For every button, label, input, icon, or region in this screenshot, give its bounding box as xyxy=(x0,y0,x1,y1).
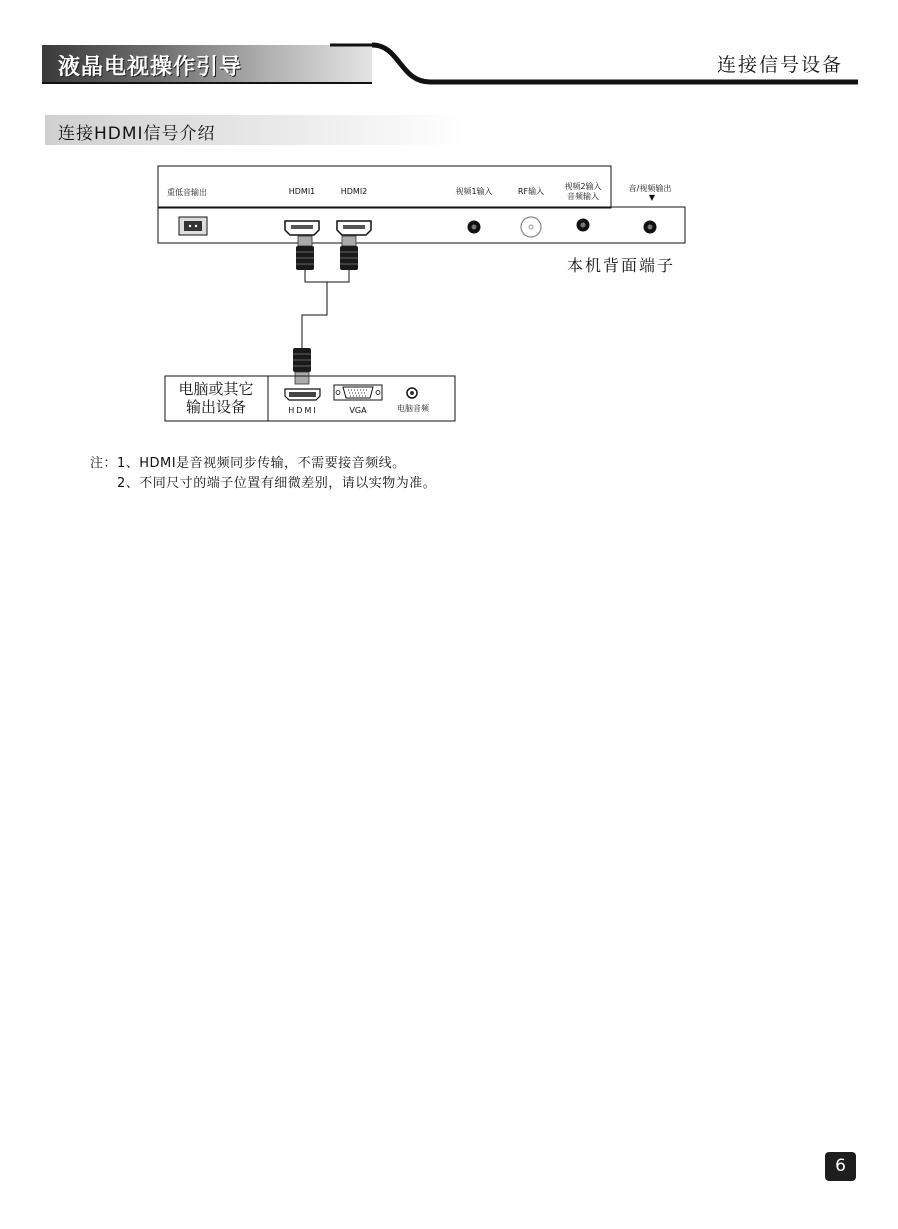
page-title: 液晶电视操作引导 xyxy=(58,55,243,80)
note-line-1: 注：1、HDMI是音视频同步传输，不需要接音频线。 xyxy=(90,456,406,471)
connection-diagram xyxy=(0,0,898,440)
video1-label: 视频1输入 xyxy=(455,187,493,196)
av-out-jack-icon xyxy=(644,221,657,234)
hdmi-plug-icon xyxy=(293,348,311,384)
chapter-title: 连接信号设备 xyxy=(716,54,843,76)
hdmi1-port-icon xyxy=(285,221,319,235)
hdmi-cable xyxy=(302,282,327,348)
pc-audio-jack-icon xyxy=(407,388,417,398)
video1-jack-icon xyxy=(468,221,481,234)
hdmi1-label: HDMI1 xyxy=(288,187,316,196)
audio-in-label: 音频输入 xyxy=(567,192,599,201)
source-device-label-line1: 电脑或其它 xyxy=(178,380,254,398)
hdmi-cable xyxy=(305,270,349,282)
source-audio-label: 电脑音频 xyxy=(397,404,429,413)
panel-caption: 本机背面端子 xyxy=(567,256,676,275)
note-line-2: 2、不同尺寸的端子位置有细微差别，请以实物为准。 xyxy=(117,476,437,491)
subwoofer-label: 重低音输出 xyxy=(167,188,207,197)
source-vga-label: VGA xyxy=(349,406,367,415)
hdmi2-port-icon xyxy=(337,221,371,235)
page-number: 6 xyxy=(825,1152,856,1181)
hdmi-plug-icon xyxy=(340,236,358,270)
av-out-arrow-icon: ▼ xyxy=(648,193,656,202)
tv-panel-frame xyxy=(158,207,685,243)
source-device-label-line2: 输出设备 xyxy=(185,398,246,416)
rf-jack-icon xyxy=(521,217,541,237)
av-out-label: 音/视频输出 xyxy=(628,184,672,193)
vga-port-icon xyxy=(334,385,382,400)
hdmi-plug-icon xyxy=(296,236,314,270)
hdmi2-label: HDMI2 xyxy=(340,187,368,196)
source-hdmi-port-icon xyxy=(285,389,320,400)
source-hdmi-label: HDMI xyxy=(288,406,318,415)
rf-label: RF输入 xyxy=(517,187,545,196)
video2-label: 视频2输入 xyxy=(564,182,602,191)
source-device-label xyxy=(168,380,264,416)
subwoofer-port-icon xyxy=(179,217,207,235)
section-title: 连接HDMI信号介绍 xyxy=(58,124,216,144)
video2-jack-icon xyxy=(577,219,590,232)
